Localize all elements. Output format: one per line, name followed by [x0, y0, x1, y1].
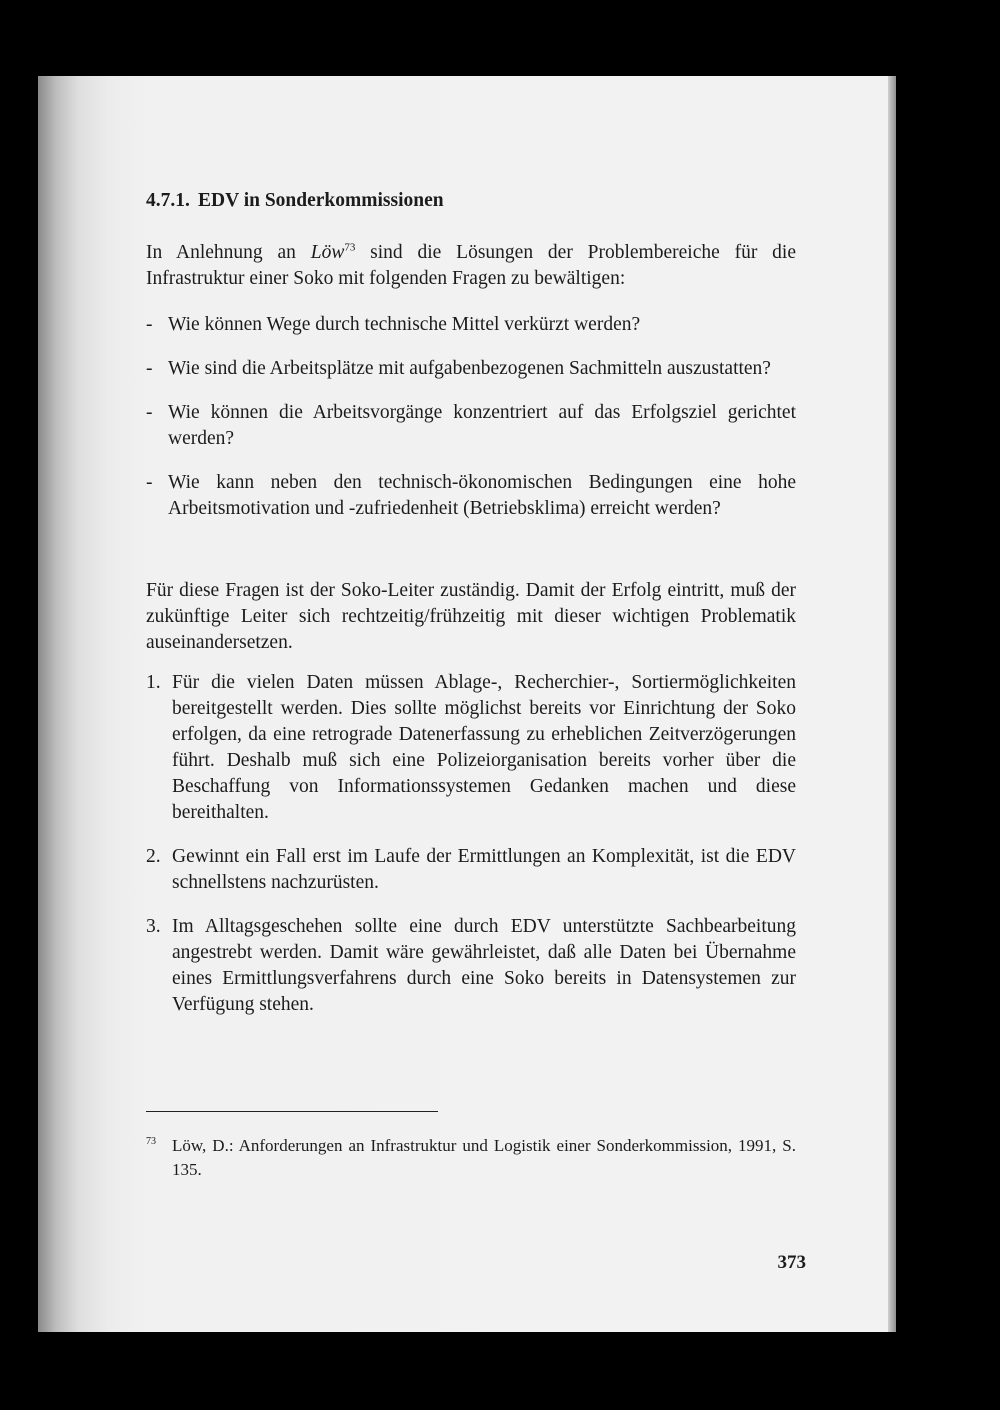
responsibility-paragraph: Für diese Fragen ist der Soko-Leiter zuständig. Damit der Erfolg eintritt, muß der zukünftige Leiter sich rechtzeitig/frühzeitig mit dieser wichtigen Problematik auseinandersetzen. [146, 580, 796, 653]
page-number: 373 [777, 1252, 806, 1273]
question-text: Wie kann neben den technisch-ökonomischen Bedingungen eine hohe Arbeitsmotivation und -zufriedenheit (Betriebsklima) erreicht werden? [168, 472, 796, 519]
section-heading [146, 188, 796, 214]
book-page [38, 76, 896, 1332]
item-number: 2. [146, 846, 161, 867]
question-dash: - [146, 472, 153, 493]
question-dash: - [146, 314, 153, 335]
intro-paragraph [146, 240, 796, 292]
page-content [146, 188, 796, 1036]
intro-author: Löw [310, 242, 345, 263]
question-text: Wie sind die Arbeitsplätze mit aufgabenbezogenen Sachmitteln auszustatten? [168, 358, 771, 379]
numbered-item [146, 914, 796, 1018]
footnote-reference: 73 [344, 241, 356, 254]
question-item [146, 356, 796, 382]
question-item [146, 312, 796, 338]
footnote-separator [146, 1111, 438, 1112]
section-title: EDV in Sonderkommissionen [198, 190, 444, 211]
footnote [146, 1134, 796, 1182]
question-dash: - [146, 402, 153, 423]
item-text: Gewinnt ein Fall erst im Laufe der Ermittlungen an Komplexität, ist die EDV schnellstens nachzurüsten. [172, 846, 796, 893]
item-text: Für die vielen Daten müssen Ablage-, Recherchier-, Sortiermöglichkeiten bereitgestellt werden. Dies sollte möglichst bereits vor Einrichtung der Soko erfolgen, da eine retrograde Datenerfassung zu erheblichen Zeitverzögerungen führt. Deshalb muß sich eine Polizeiorganisation bereits vorher über die Beschaffung von Informationssystemen Gedanken machen und diese bereithalten. [172, 672, 796, 823]
item-text: Im Alltagsgeschehen sollte eine durch EDV unterstützte Sachbearbeitung angestrebt werden. Damit wäre gewährleistet, daß alle Daten bei Übernahme eines Ermittlungsverfahrens durch eine Soko bereits in Datensystemen zur Verfügung stehen. [172, 916, 796, 1015]
item-number: 3. [146, 916, 161, 937]
numbered-item [146, 844, 796, 896]
footnote-number: 73 [146, 1136, 156, 1147]
question-dash: - [146, 358, 153, 379]
question-item [146, 470, 796, 522]
intro-after: sind die Lösungen der Problembereiche für die Infrastruktur einer Soko mit folgenden Fragen zu bewältigen: [146, 242, 796, 289]
footnote-text: Löw, D.: Anforderungen an Infrastruktur und Logistik einer Sonderkommission, 1991, S. 135. [172, 1136, 796, 1179]
item-number: 1. [146, 672, 161, 693]
question-item [146, 400, 796, 452]
numbered-item [146, 670, 796, 826]
section-number: 4.7.1. [146, 190, 190, 211]
page-edge [888, 76, 896, 1332]
question-text: Wie können die Arbeitsvorgänge konzentriert auf das Erfolgsziel gerichtet werden? [168, 402, 796, 449]
intro-before: In Anlehnung an [146, 242, 311, 263]
question-text: Wie können Wege durch technische Mittel verkürzt werden? [168, 314, 641, 335]
